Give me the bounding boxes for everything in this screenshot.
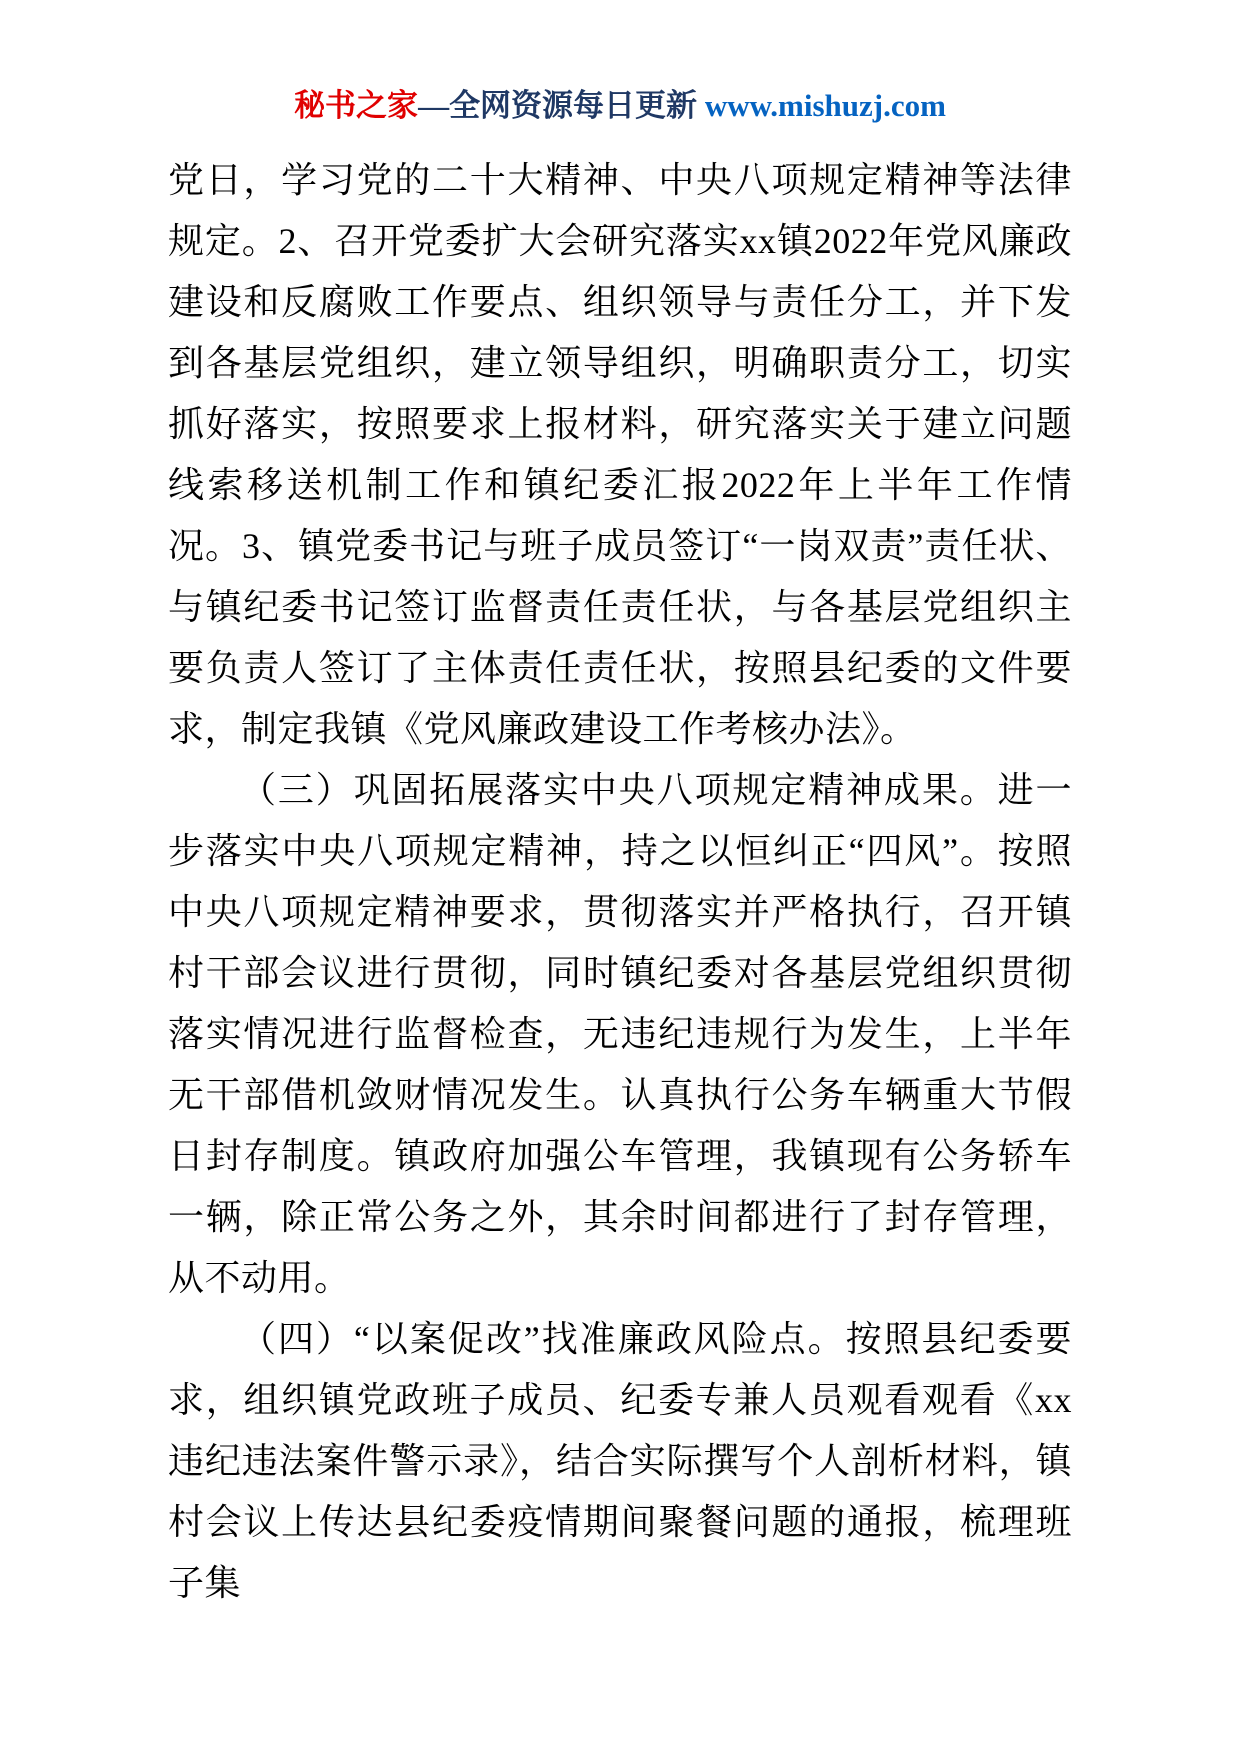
site-tagline: —全网资源每日更新 xyxy=(418,88,705,123)
paragraph-continuation: 党日，学习党的二十大精神、中央八项规定精神等法律规定。2、召开党委扩大会研究落实xx镇2022年党风廉政建设和反腐败工作要点、组织领导与责任分工，并下发到各基层党组织，建立领导组织，明确职责分工，切实抓好落实，按照要求上报材料，研究落实关于建立问题线索移送机制工作和镇纪委汇报2022年上半年工作情况。3、镇党委书记与班子成员签订“一岗双责”责任状、与镇纪委书记签订监督责任责任状，与各基层党组织主要负责人签订了主体责任责任状，按照县纪委的文件要求，制定我镇《党风廉政建设工作考核办法》。 xyxy=(168,160,1072,749)
document-body xyxy=(168,150,1072,1614)
site-brand: 秘书之家 xyxy=(294,88,419,123)
paragraph-section-three: （三）巩固拓展落实中央八项规定精神成果。进一步落实中央八项规定精神，持之以恒纠正“四风”。按照中央八项规定精神要求，贯彻落实并严格执行，召开镇村干部会议进行贯彻，同时镇纪委对各基层党组织贯彻落实情况进行监督检查，无违纪违规行为发生，上半年无干部借机敛财情况发生。认真执行公务车辆重大节假日封存制度。镇政府加强公车管理，我镇现有公务轿车一辆，除正常公务之外，其余时间都进行了封存管理，从不动用。 xyxy=(168,770,1072,1298)
site-url-link[interactable]: www.mishuzj.com xyxy=(704,88,946,123)
page-header xyxy=(168,86,1072,126)
paragraph-section-four: （四）“以案促改”找准廉政风险点。按照县纪委要求，组织镇党政班子成员、纪委专兼人员观看观看《xx违纪违法案件警示录》，结合实际撰写个人剖析材料，镇村会议上传达县纪委疫情期间聚餐问题的通报，梳理班子集 xyxy=(168,1319,1072,1603)
